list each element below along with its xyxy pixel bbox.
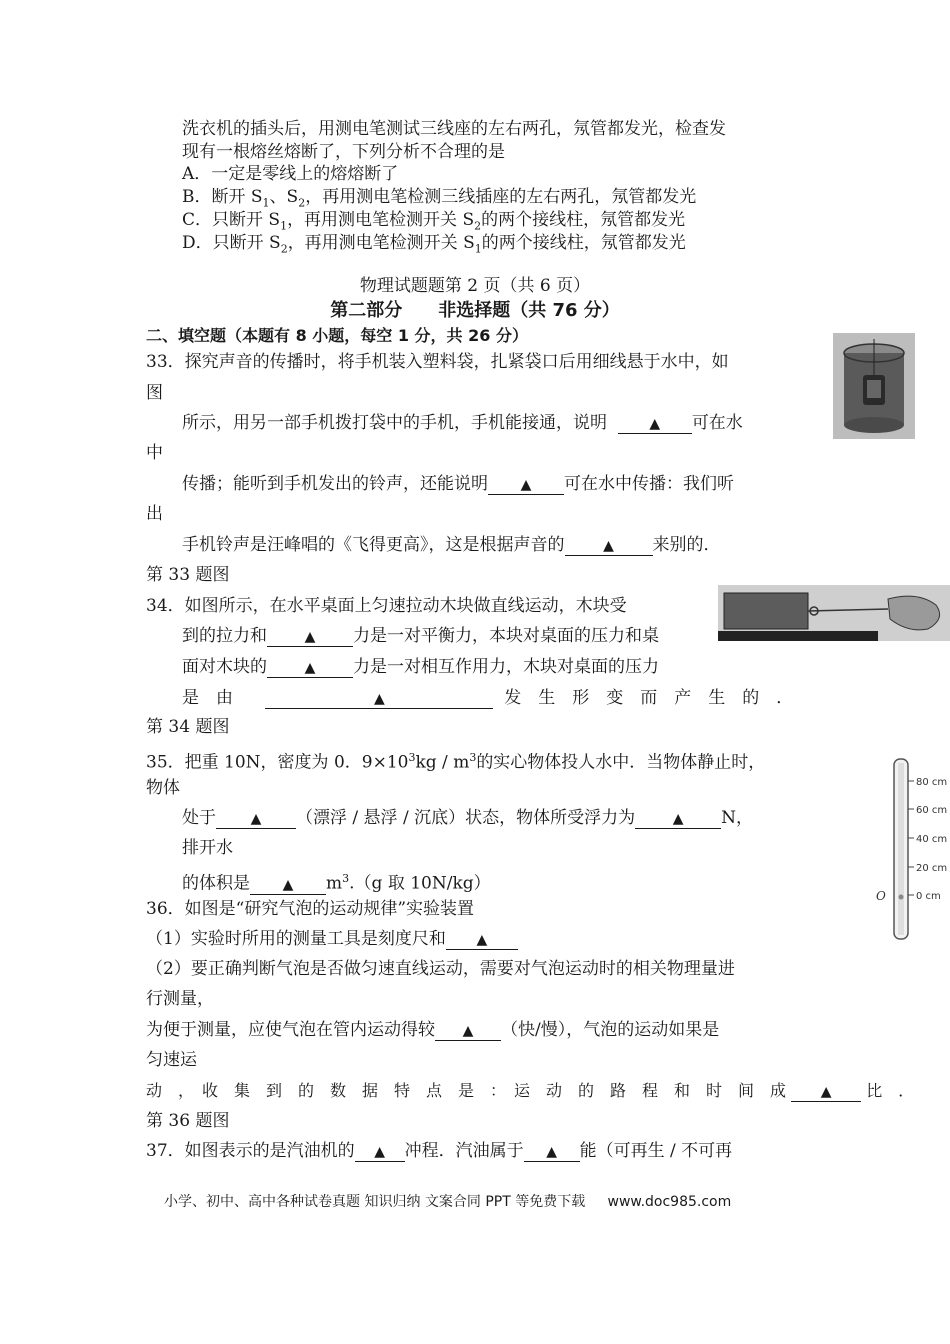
q36-line-5: 为便于测量，应使气泡在管内运动得较 ▲ （快/慢），气泡的运动如果是 xyxy=(146,1020,720,1040)
q34-line-4: 是 由 ▲ 发 生 形 变 而 产 生 的 ． xyxy=(182,688,794,708)
q35-blank-3[interactable]: ▲ xyxy=(250,875,326,895)
q33-line-1: 33．探究声音的传播时，将手机装入塑料袋，扎紧袋口后用细线悬于水中，如 xyxy=(146,352,729,372)
origin-label: O xyxy=(876,889,886,903)
q32-line-2: 现有一根熔丝熔断了，下列分析不合理的是 xyxy=(182,142,505,162)
q35-blank-2[interactable]: ▲ xyxy=(635,809,721,829)
q32-option-d: D．只断开 $S_2$，再用测电笔检测开关 $S_1$的两个接线柱，氖管都发光 xyxy=(182,233,686,256)
site-footer-url[interactable]: www.doc985.com xyxy=(607,1194,732,1210)
q36-line-1: 36．如图是“研究气泡的运动规律”实验装置 xyxy=(146,899,475,919)
q36-blank-2[interactable]: ▲ xyxy=(435,1021,501,1041)
q36-line-2: （1）实验时所用的测量工具是刻度尺和 ▲ xyxy=(146,928,518,950)
q33-blank-3[interactable]: ▲ xyxy=(565,536,653,556)
q35-line-4: 排开水 xyxy=(182,838,233,858)
q37-blank-1[interactable]: ▲ xyxy=(355,1142,405,1162)
q35-blank-1[interactable]: ▲ xyxy=(216,809,296,829)
q36-line-6: 匀速运 xyxy=(146,1050,197,1070)
q35-line-5: 的体积是 ▲ $m^3.(g$ 取 10N/kg） xyxy=(182,872,491,894)
q37-line-1: 37．如图表示的是汽油机的 ▲ 冲程．汽油属于 ▲ 能（可再生 / 不可再 xyxy=(146,1141,733,1161)
q33-figure-image xyxy=(833,333,915,439)
q33-line-3: 所示，用另一部手机拨打袋中的手机，手机能接通，说明 ▲ 可在水 xyxy=(182,413,743,433)
site-footer-text: 小学、初中、高中各种试卷真题 知识归纳 文案合同 PPT 等免费下载 xyxy=(164,1194,586,1210)
q35-line-3: 处于 ▲ （漂浮 / 悬浮 / 沉底）状态，物体所受浮力为 ▲ N， xyxy=(182,808,753,828)
q34-blank-1[interactable]: ▲ xyxy=(267,627,353,647)
q36-blank-1[interactable]: ▲ xyxy=(446,930,518,950)
q36-line-4: 行测量， xyxy=(146,989,214,1009)
q36-caption: 第 36 题图 xyxy=(146,1111,230,1131)
q34-line-3: 面对木块的 ▲ 力是一对相互作用力，木块对桌面的压力 xyxy=(182,657,659,677)
part-two-title: 第二部分 非选择题（共 76 分） xyxy=(330,300,620,321)
q34-blank-3[interactable]: ▲ xyxy=(265,689,493,709)
q34-figure-image xyxy=(718,585,950,641)
q36-line-7: 动 ， 收 集 到 的 数 据 特 点 是 ： 运 动 的 路 程 和 时 间 成 ▲ 比 ． xyxy=(146,1081,915,1100)
q33-line-7: 手机铃声是汪峰唱的《飞得更高》，这是根据声音的 ▲ 来别的． xyxy=(182,535,721,555)
q33-caption: 第 33 题图 xyxy=(146,565,230,585)
tick-label-80: 80 cm xyxy=(916,777,948,788)
q33-line-5: 传播；能听到手机发出的铃声，还能说明 ▲ 可在水中传播：我们听 xyxy=(182,474,734,494)
q32-line-1: 洗衣机的插头后，用测电笔测试三线座的左右两孔，氖管都发光，检查发 xyxy=(182,119,726,139)
q36-line-3: （2）要正确判断气泡是否做匀速直线运动，需要对气泡运动时的相关物理量进 xyxy=(146,959,735,979)
q35-line-1: 35．把重 10N，密度为 0．$9\times 10^3kg / m^3$的实心物体投人水中．当物体静止时， xyxy=(146,751,766,773)
q37-blank-2[interactable]: ▲ xyxy=(524,1142,580,1162)
q34-blank-2[interactable]: ▲ xyxy=(267,658,353,678)
q33-line-6: 出 xyxy=(146,504,163,524)
q34-caption: 第 34 题图 xyxy=(146,717,230,737)
q36-blank-3[interactable]: ▲ xyxy=(791,1082,861,1102)
q33-line-4: 中 xyxy=(146,443,163,463)
q32-option-b: B．断开 $S_1$、$S_2$，再用测电笔检测三线插座的左右两孔，氖管都发光 xyxy=(182,187,697,210)
tick-label-0: 0 cm xyxy=(916,891,941,902)
q32-option-c: C．只断开 $S_1$，再用测电笔检测开关 $S_2$的两个接线柱，氖管都发光 xyxy=(182,210,686,233)
tick-label-60: 60 cm xyxy=(916,805,948,816)
q34-line-1: 34．如图所示，在水平桌面上匀速拉动木块做直线运动，木块受 xyxy=(146,596,627,616)
q33-blank-2[interactable]: ▲ xyxy=(488,475,564,495)
tick-label-20: 20 cm xyxy=(916,863,948,874)
q36-figure-tube xyxy=(868,755,950,943)
q34-line-2: 到的拉力和 ▲ 力是一对平衡力，本块对桌面的压力和桌 xyxy=(182,626,659,646)
q33-blank-1[interactable]: ▲ xyxy=(618,414,692,434)
tick-label-40: 40 cm xyxy=(916,834,948,845)
q32-option-a: A．一定是零线上的熔熔断了 xyxy=(182,164,399,184)
site-footer xyxy=(164,1191,731,1213)
page-number-footer: 物理试题题第 2 页（共 6 页） xyxy=(359,276,591,296)
q33-line-2: 图 xyxy=(146,383,163,403)
section-two-title: 二、填空题（本题有 8 小题，每空 1 分，共 26 分） xyxy=(146,326,528,345)
q35-line-2: 物体 xyxy=(146,778,180,798)
